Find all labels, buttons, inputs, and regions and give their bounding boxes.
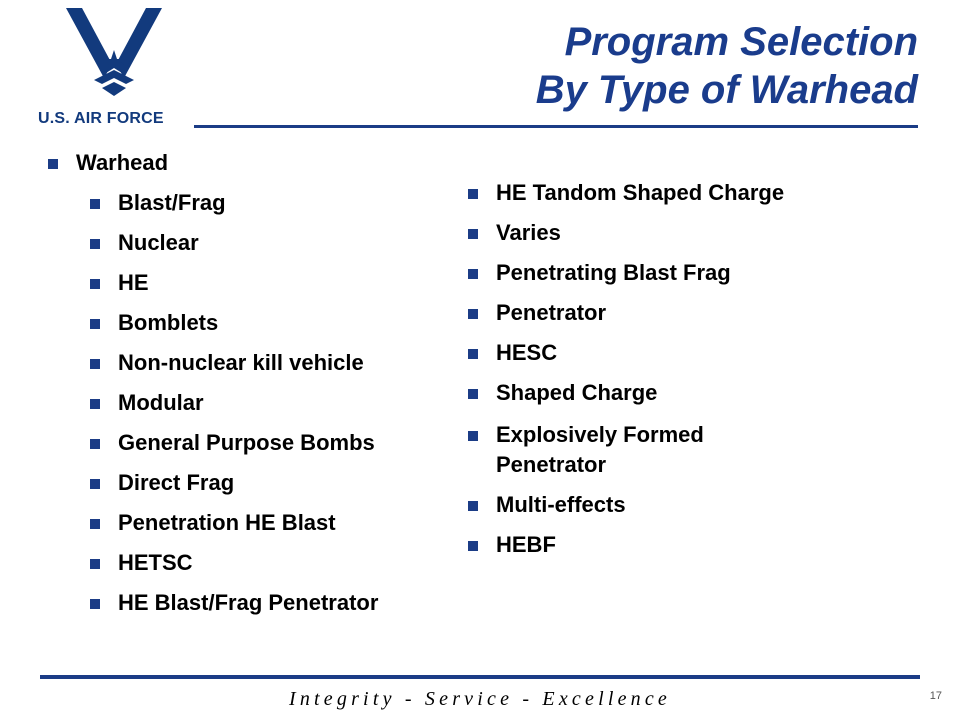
footer-motto: Integrity - Service - Excellence (288, 688, 672, 710)
bullet-square-icon (468, 389, 478, 399)
page-number: 17 (929, 690, 942, 702)
slide-title (536, 18, 918, 114)
list-item (90, 310, 378, 350)
bullet-text: HE (118, 270, 149, 295)
bullet-text: General Purpose Bombs (118, 430, 375, 455)
list-item (468, 300, 888, 340)
list-item (468, 420, 786, 492)
list-item (468, 492, 888, 532)
bullet-text: Explosively Formed Penetrator (496, 422, 704, 477)
list-item (90, 190, 378, 230)
bullet-text: Warhead (76, 150, 169, 175)
bullet-square-icon (468, 189, 478, 199)
logo-wordmark: U.S. AIR FORCE (38, 110, 164, 127)
air-force-wings-icon (64, 6, 164, 98)
list-item (90, 430, 378, 470)
list-item (468, 532, 888, 572)
bullet-square-icon (90, 519, 100, 529)
bullet-square-icon (90, 599, 100, 609)
bullet-square-icon (468, 541, 478, 551)
bullet-square-icon (90, 559, 100, 569)
list-item (90, 550, 378, 590)
bullet-text: HE Blast/Frag Penetrator (118, 590, 379, 615)
bullet-text: Modular (118, 390, 204, 415)
list-item (90, 590, 378, 630)
list-item (90, 230, 378, 270)
list-item (90, 350, 378, 390)
list-item (90, 270, 378, 310)
warhead-list-left (90, 190, 378, 630)
list-item (468, 220, 888, 260)
bullet-text: HETSC (118, 550, 193, 575)
bullet-text: Bomblets (118, 310, 219, 335)
top-level-list (48, 150, 168, 178)
bullet-square-icon (468, 349, 478, 359)
bullet-square-icon (90, 199, 100, 209)
bullet-text: Shaped Charge (496, 380, 658, 405)
bullet-square-icon (48, 159, 58, 169)
bullet-square-icon (90, 399, 100, 409)
bullet-text: Penetrating Blast Frag (496, 260, 731, 285)
bullet-square-icon (90, 279, 100, 289)
bullet-text: Penetration HE Blast (118, 510, 336, 535)
bullet-text: Nuclear (118, 230, 199, 255)
bullet-text: Multi-effects (496, 492, 626, 517)
bullet-square-icon (90, 439, 100, 449)
bullet-text: HE Tandom Shaped Charge (496, 180, 785, 205)
bullet-square-icon (468, 501, 478, 511)
bullet-square-icon (468, 229, 478, 239)
bullet-text: Penetrator (496, 300, 607, 325)
list-item (90, 390, 378, 430)
list-item (468, 380, 888, 420)
bullet-square-icon (90, 479, 100, 489)
bullet-text: Blast/Frag (118, 190, 226, 215)
bullet-text: HESC (496, 340, 558, 365)
warhead-list-right (468, 180, 888, 572)
list-item (468, 180, 888, 220)
bullet-text: HEBF (496, 532, 556, 557)
bullet-square-icon (90, 319, 100, 329)
bullet-square-icon (468, 431, 478, 441)
bullet-text: Direct Frag (118, 470, 235, 495)
header-divider (194, 125, 918, 128)
list-item (90, 470, 378, 510)
bullet-square-icon (468, 309, 478, 319)
air-force-logo (36, 6, 192, 126)
title-line-1: Program Selection (564, 20, 918, 64)
bullet-text: Non-nuclear kill vehicle (118, 350, 364, 375)
bullet-text: Varies (496, 220, 561, 245)
list-item (48, 150, 168, 178)
list-item (468, 340, 888, 380)
title-line-2: By Type of Warhead (535, 68, 918, 112)
bullet-square-icon (90, 359, 100, 369)
footer-divider (40, 675, 920, 679)
bullet-square-icon (90, 239, 100, 249)
bullet-square-icon (468, 269, 478, 279)
list-item (468, 260, 888, 300)
list-item (90, 510, 378, 550)
